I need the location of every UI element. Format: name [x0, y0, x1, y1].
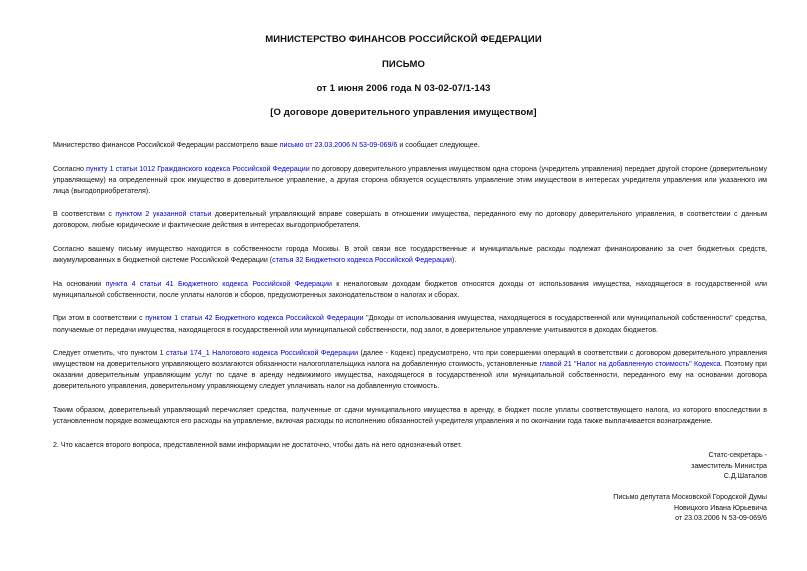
- p1-text-a: Министерство финансов Российской Федерации рассмотрело ваше: [53, 141, 280, 149]
- document-date-number: от 1 июня 2006 года N 03-02-07/1-143: [316, 83, 491, 94]
- p3-text-a: В соответствии с: [53, 210, 116, 219]
- paragraph-1: [53, 140, 767, 151]
- p1-text-b: и сообщает следующее.: [397, 141, 480, 149]
- document-body: [53, 140, 767, 463]
- p7-text-a: Следует отметить, что пунктом 1: [53, 349, 167, 358]
- p3-text-b: доверительный управляющий вправе совершать в отношении имущества, переданного ему по договору доверительного управления, в соответствии с данным договором, любые юридические и фактические действия в интересах выгодоприобретателя.: [53, 210, 767, 230]
- p6-text-b: "Доходы от использования имущества, находящегося в государственной или муниципальной собственности" средства, получаемые от передачи имущества, находящегося в государственной или муниципальной собственности, под залог, в доверительное управление учитываются в доходах бюджетов.: [53, 314, 767, 334]
- source-line-2: Новицкого Ивана Юрьевича: [673, 503, 767, 512]
- p6-link-budget-code[interactable]: пунктом 1 статьи 42 Бюджетного кодекса Российской Федерации: [145, 314, 364, 323]
- p7-text-b: (далее - Кодекс) предусмотрено, что при совершении операций в соответствии с договором доверительного управления имуществом на доверительного управляющего возлагаются обязанности налогоплательщика налога на добавленную стоимость, установленные: [53, 349, 768, 369]
- signature-block: [691, 450, 767, 482]
- paragraph-5: [53, 279, 767, 301]
- source-line-1: Письмо депутата Московской Городской Думы: [613, 493, 767, 501]
- paragraph-7: [53, 348, 767, 392]
- p8-text-a: Таким образом, доверительный управляющий перечисляет средства, полученные от сдачи муниципального имущества в аренду, в бюджет после уплаты соответствующего налога, из которого впоследствии в установленном порядке возмещаются его расходы на управление, включая расходы по исполнению обязанностей учредителя управления и по окончании года также выплачивается вознаграждение.: [53, 406, 767, 426]
- p5-text-b: к неналоговым доходам бюджетов относятся доходы от использования имущества, находящегося в государственной или муниципальной собственности, после уплаты налогов и сборов, предусмотренных законодательством о налогах и сборах.: [53, 279, 768, 299]
- p6-text-a: При этом в соответствии с: [53, 314, 146, 323]
- p2-link-civil-code[interactable]: пункту 1 статьи 1012 Гражданского кодекса Российской Федерации: [86, 164, 310, 173]
- source-line-3: от 23.03.2006 N 53-09-069/6: [675, 514, 767, 523]
- p5-text-a: На основании: [53, 279, 106, 288]
- p1-link-letter[interactable]: письмо от 23.03.2006 N 53-09-069/6: [279, 141, 398, 149]
- ministry-heading: МИНИСТЕРСТВО ФИНАНСОВ РОССИЙСКОЙ ФЕДЕРАЦИИ: [265, 34, 542, 45]
- paragraph-3: [53, 209, 767, 231]
- document-subject: [О договоре доверительного управления имуществом]: [270, 107, 537, 118]
- p4-text-a: Согласно вашему письму имущество находится в собственности города Москвы. В этой связи все государственные и муниципальные расходы подлежат финансированию за счет бюджетных средств, аккумулированных в бюджетной системе Российской Федерации (: [53, 245, 767, 265]
- p7-link-chapter-21[interactable]: главой 21 "Налог на добавленную стоимость" Кодекса: [539, 360, 721, 369]
- p4-text-b: ).: [452, 256, 457, 265]
- p9-text-a: 2. Что касается второго вопроса, представленной вами информации не достаточно, чтобы дать на него однозначный ответ.: [53, 440, 462, 449]
- p5-link-budget-code[interactable]: пункта 4 статьи 41 Бюджетного кодекса Российской Федерации: [105, 279, 332, 288]
- signature-title: Статс-секретарь -: [708, 451, 767, 459]
- paragraph-6: [53, 313, 767, 335]
- paragraph-4: [53, 244, 767, 266]
- p2-text-a: Согласно: [53, 164, 87, 173]
- source-block: [613, 492, 767, 524]
- signature-name: С.Д.Шаталов: [723, 472, 767, 481]
- p4-link-budget-code[interactable]: статья 32 Бюджетного кодекса Российской Федерации: [272, 256, 453, 265]
- paragraph-2: [53, 164, 767, 197]
- p7-text-c: . Поэтому при оказании доверительным управляющим услуг по сдаче в аренду недвижимого имущества, находящегося в государственной или муниципальной собственности, переданного ему на основании договора доверительного управления, доверительному управляющему следует уплачивать налог на добавленную стоимость.: [53, 360, 767, 391]
- paragraph-8: [53, 405, 767, 427]
- p3-link-article[interactable]: пунктом 2 указанной статьи: [115, 210, 212, 219]
- p7-link-tax-code[interactable]: статьи 174_1 Налогового кодекса Российской Федерации: [166, 349, 359, 358]
- document-type: ПИСЬМО: [381, 59, 425, 70]
- signature-position: заместитель Министра: [691, 461, 767, 470]
- p2-text-b: по договору доверительного управления имуществом одна сторона (учредитель управления) передает другой стороне (доверительному управляющему) на определенный срок имущество в доверительное управление, а другая сторона обязуется осуществлять управление этим имуществом в интересах учредителя управления или указанного им лица (выгодоприобретателя).: [53, 164, 767, 195]
- paragraph-9: [53, 440, 767, 451]
